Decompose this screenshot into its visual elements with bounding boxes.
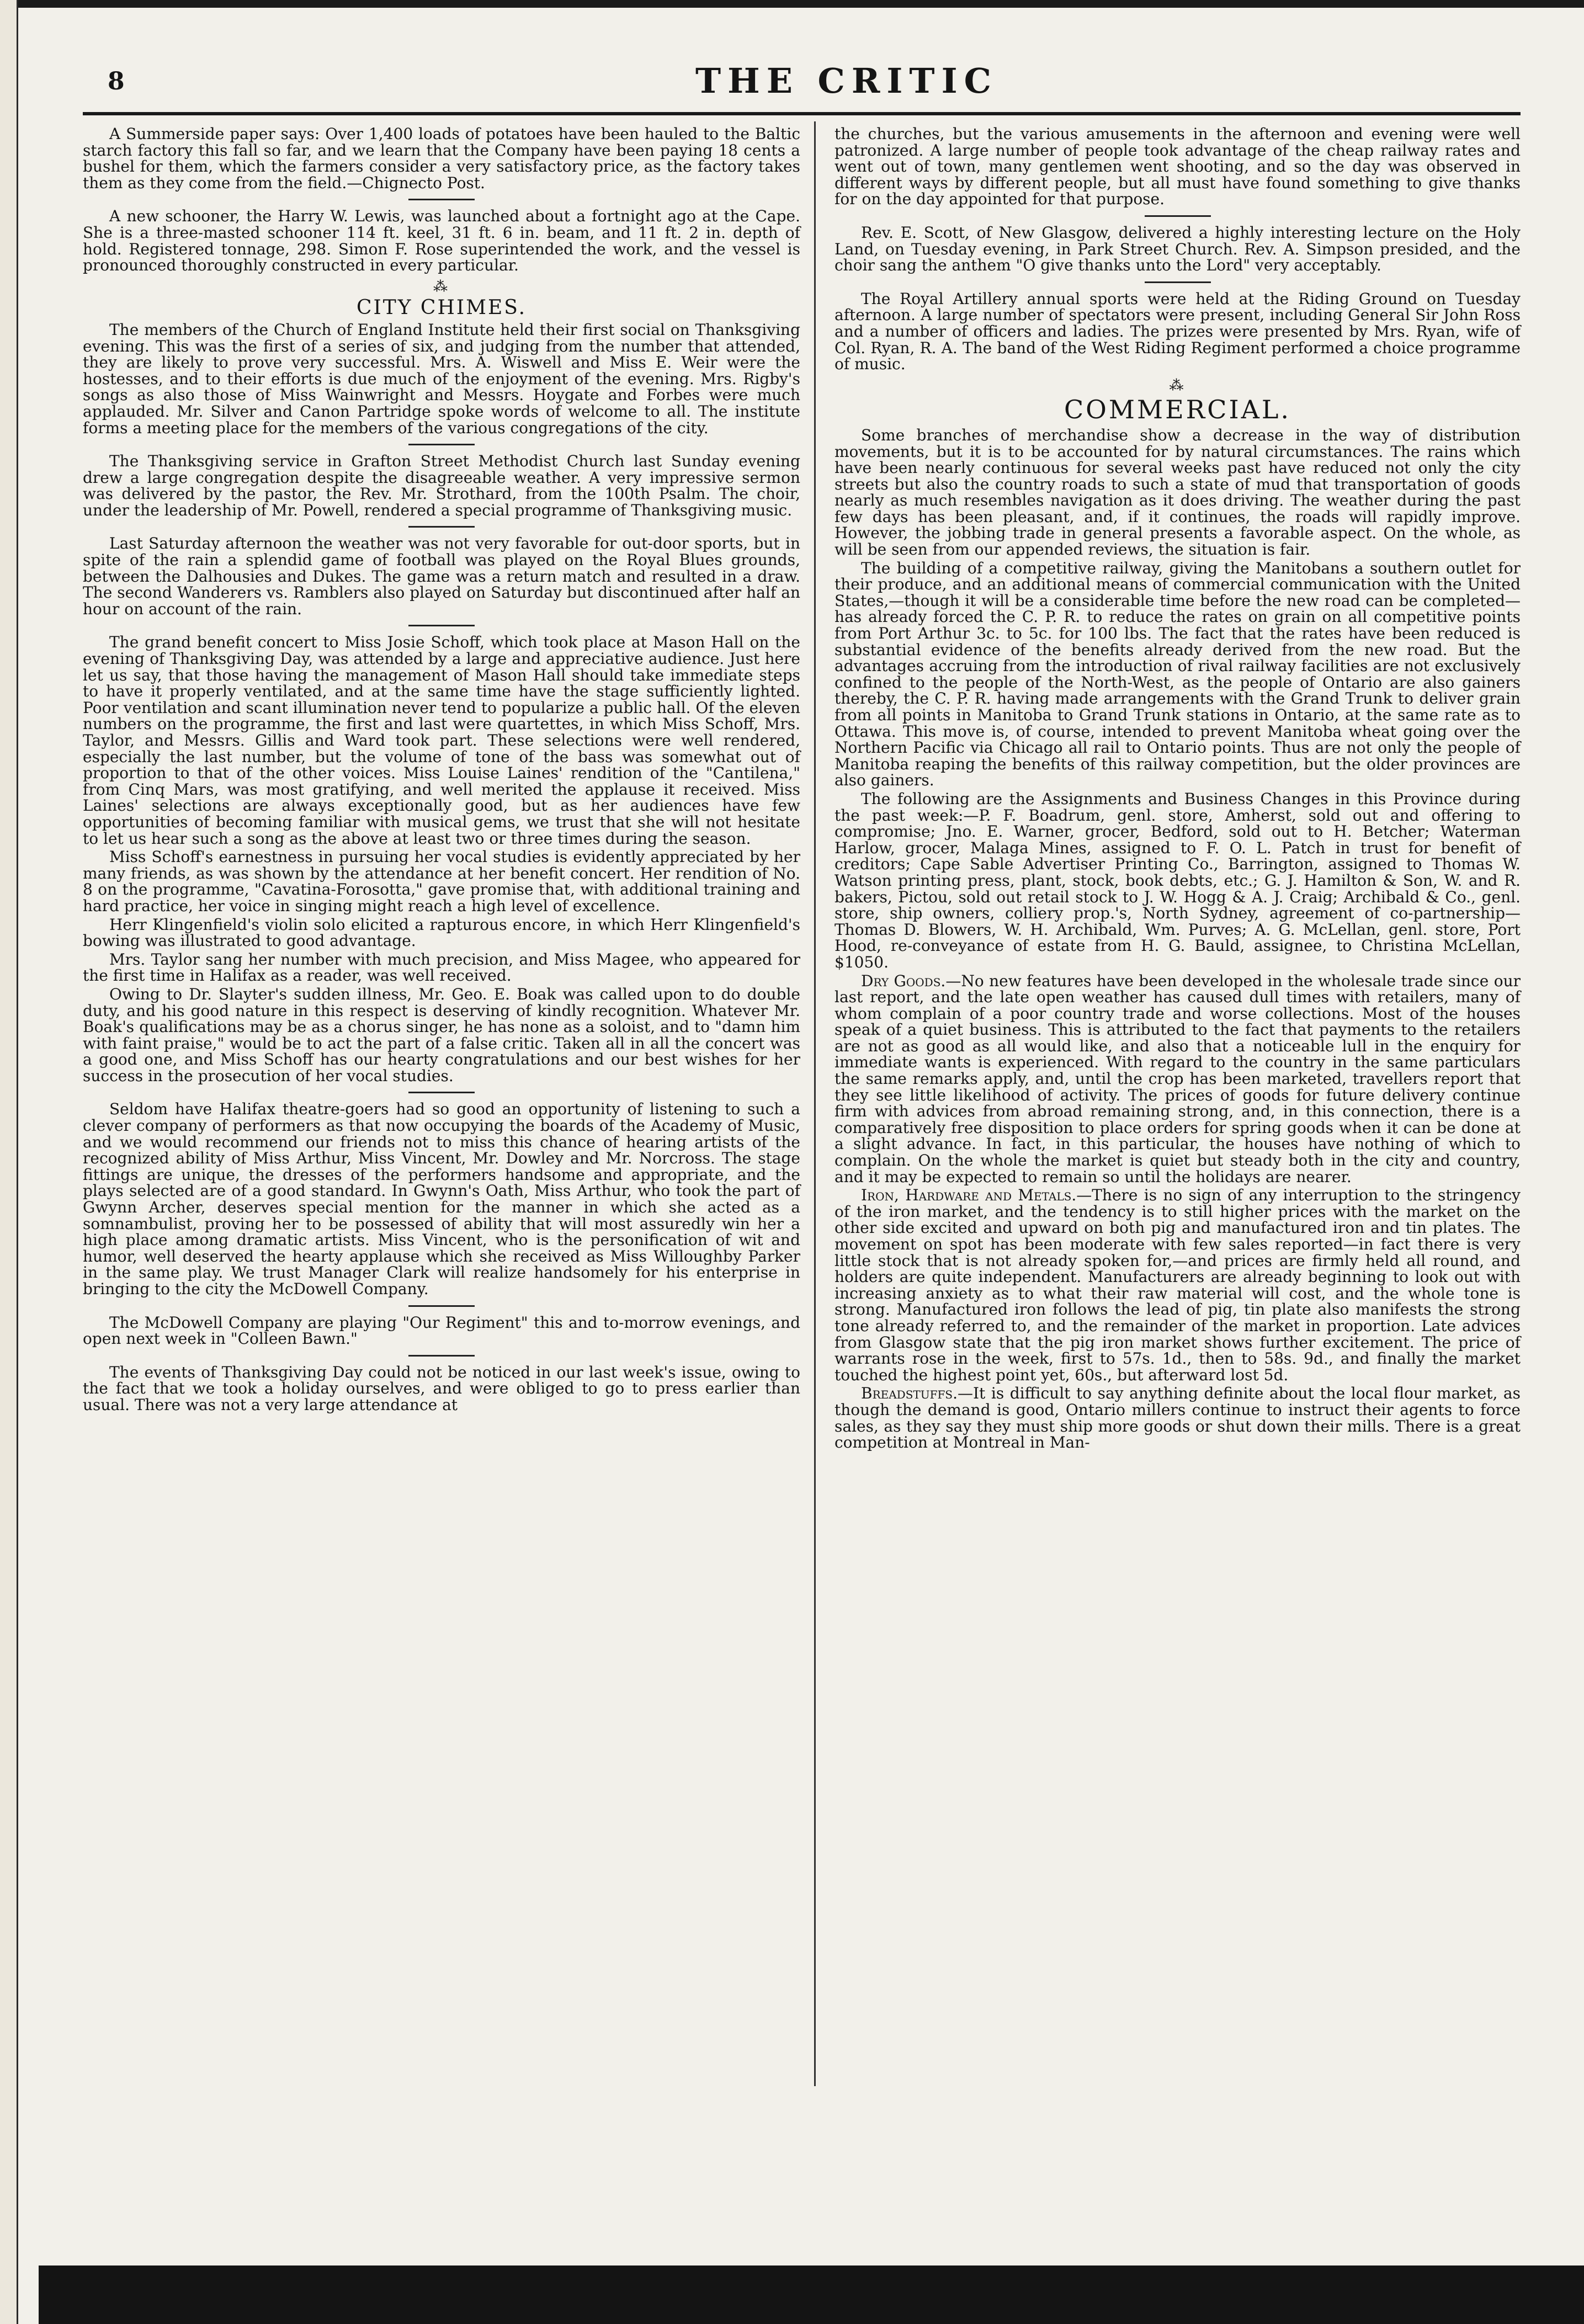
city-chimes-heading: CITY CHIMES. bbox=[356, 296, 527, 320]
short-rule bbox=[408, 199, 475, 200]
short-rule bbox=[408, 625, 475, 626]
column-divider bbox=[814, 121, 816, 2086]
iron-label: Iron, Hardware and Metals. bbox=[861, 1186, 1077, 1205]
section-ornament: ⁂ bbox=[433, 278, 450, 295]
breadstuffs-text: —It is difficult to say anything definite about the local flour market, as though the demand is good, Ontario millers continue to instruct their agents to force sales, as they say they must ship more goods or shut down their mills. There is a great competition at Montreal in Man- bbox=[834, 1384, 1521, 1452]
commercial-overview: Some branches of merchandise show a decrease in the way of distribution movements, but it is to be accounted for by natural circumstances. The rains which have been nearly continuous for several weeks past have reduced not only the city streets but also the country roads to such a state of mud that transportation of goods nearly as much resembles navigation as it does driving. The weather during the past few days has been pleasant, and, if it continues, the roads will rapidly improve. However, the jobbing trade in general presents a favorable aspect. On the whole, as will be seen from our appended reviews, the situation is fair. bbox=[834, 426, 1521, 559]
commercial-iron bbox=[834, 1187, 1521, 1383]
section-ornament: ⁂ bbox=[1169, 377, 1186, 394]
article-benefit-concert: The grand benefit concert to Miss Josie Schoff, which took place at Mason Hall on the evening of Thanksgiving Day, was attended by a large and appreciative audience. Just here let us say, that those having the management of Mason Hall should take immediate steps to have it properly ventilated, and at the same time have the stage sufficiently lighted. Poor ventilation and scant illumination never tend to popularize a public hall. Of the eleven numbers on the programme, the first and last were quartettes, in which Miss Schoff, Mrs. Taylor, and Messrs. Gillis and Ward took part. These selections were well rendered, especially the last number, but the volume of tone of the bass was somewhat out of proportion to that of the other voices. Miss Louise Laines' rendition of the "Cantilena," from Cinq Mars, was most gratifying, and well merited the applause it received. Miss Laines' selections are always exceptionally good, but as her audiences have few opportunities of becoming familiar with musical gems, we trust that she will not hesitate to let us hear such a song as the above at least two or three times during the season. bbox=[83, 633, 800, 848]
article-artillery-sports: The Royal Artillery annual sports were held at the Riding Ground on Tuesday afternoon. A large number of spectators were present, including General Sir John Ross and a number of officers and ladies. The prizes were presented by Mrs. Ryan, wife of Col. Ryan, R. A. The band of the West Riding Regiment performed a choice programme of music. bbox=[834, 289, 1521, 374]
commercial-assignments: The following are the Assignments and Business Changes in this Province during the past week:—P. F. Boadrum, genl. store, Amherst, sold out and offering to compromise; Jno. E. Warner, grocer, Bedford, sold out to H. Betcher; Waterman Harlow, grocer, Malaga Mines, assigned to F. O. L. Patch in trust for benefit of creditors; Cape Sable Advertiser Printing Co., Barrington, assigned to Thomas W. Watson printing press, plant, stock, book debts, etc.; G. J. Hamilton & Son, W. and R. bakers, Pictou, sold out retail stock to J. W. Hogg & A. J. Craig; Archibald & Co., genl. store, ship owners, colliery prop.'s, North Sydney, agreement of co-partnership—Thomas D. Blowers, W. H. Archibald, Wm. Purves; A. G. McLellan, genl. store, Port Hood, re-conveyance of estate from H. G. Bauld, assignee, to Christina McLellan, $1050. bbox=[834, 789, 1521, 971]
binding-edge bbox=[0, 0, 18, 2324]
masthead-title: THE CRITIC bbox=[695, 61, 998, 101]
short-rule bbox=[408, 526, 475, 528]
short-rule bbox=[1145, 281, 1211, 283]
article-theatre: Seldom have Halifax theatre-goers had so good an opportunity of listening to such a clever company of performers as that now occupying the boards of the Academy of Music, and we would recommend our friends not to miss this chance of hearing artists of the recognized ability of Miss Arthur, Miss Vincent, Mr. Dowley and Mr. Norcross. The stage fittings are unique, the dresses of the performers handsome and appropriate, and the plays selected are of a good standard. In Gwynn's Oath, Miss Arthur, who took the part of Gwynn Archer, deserves special mention for the manner in which she acted as a somnambulist, proving her to be possessed of ability that will most assuredly win her a high place among dramatic artists. Miss Vincent, who is the personification of wit and humor, well deserved the hearty applause which she received as Miss Willoughby Parker in the same play. We trust Manager Clark will realize handsomely for his enterprise in bringing to the city the McDowell Company. bbox=[83, 1100, 800, 1298]
bottom-scan-border bbox=[39, 2265, 1584, 2324]
header-rule bbox=[83, 112, 1521, 115]
short-rule bbox=[1145, 215, 1211, 217]
breadstuffs-label: Breadstuffs. bbox=[861, 1384, 958, 1403]
commercial-breadstuffs bbox=[834, 1385, 1521, 1450]
commercial-railway: The building of a competitive railway, giving the Manitobans a southern outlet for their produce, and an additional means of commercial communication with the United States,—though it will be a considerable time before the new road can be completed—has already forced the C. P. R. to reduce the rates on grain on all competitive points from Port Arthur 3c. to 5c. for 100 lbs. The fact that the rates have been reduced is substantial evidence of the benefits already derived from the new road. But the advantages accruing from the introduction of rival railway facilities are not exclusively confined to the people of the North-West, as the people of Ontario are also gainers thereby, the C. P. R. having made arrangements with the Grand Trunk to deliver grain from all points in Manitoba to Grand Trunk stations in Ontario, at the same rate as to Ottawa. This move is, of course, intended to prevent Manitoba wheat going over the Northern Pacific via Chicago all rail to Ontario points. Thus are not only the people of Manitoba reaping the benefits of this railway competition, but the older provinces are also gainers. bbox=[834, 559, 1521, 790]
short-rule bbox=[408, 1305, 475, 1307]
commercial-dry-goods bbox=[834, 973, 1521, 1185]
article-institute-social: The members of the Church of England Institute held their first social on Thanksgiving evening. This was the first of a series of six, and judging from the number that attended, they are likely to prove very successful. Mrs. A. Wiswell and Miss E. Weir were the hostesses, and to their efforts is due much of the enjoyment of the evening. Mrs. Rigby's songs as also those of Miss Wainwright and Messrs. Hoygate and Forbes were much applauded. Mr. Silver and Canon Partridge spoke words of welcome to all. The institute forms a meeting place for the members of the various congregations of the city. bbox=[83, 320, 800, 437]
article-taylor-magee: Mrs. Taylor sang her number with much precision, and Miss Magee, who appeared for the first time in Halifax as a reader, was well received. bbox=[83, 950, 800, 985]
article-violin-solo: Herr Klingenfield's violin solo elicited a rapturous encore, in which Herr Klingenfield's bowing was illustrated to good advantage. bbox=[83, 915, 800, 950]
article-lecture: Rev. E. Scott, of New Glasgow, delivered a highly interesting lecture on the Holy Land, on Tuesday evening, in Park Street Church. Rev. A. Simpson presided, and the choir sang the anthem "O give thanks unto the Lord" very acceptably. bbox=[834, 223, 1521, 275]
article-thanksgiving-continued: the churches, but the various amusements in the afternoon and evening were well patronized. A large number of people took advantage of the cheap railway rates and went out of town, many gentlemen went shooting, and so the day was observed in different ways by different people, but all must have found something to give thanks for on the day appointed for that purpose. bbox=[834, 125, 1521, 209]
iron-text: —There is no sign of any interruption to the stringency of the iron market, and the tendency is to still higher prices with the market on the other side excited and upward on both pig and manufactured iron and tin plates. The movement on spot has been moderate with few sales reported—in fact there is very little stock that is not already spoken for,—and prices are firmly held all round, and holders are quite independent. Manufacturers are already beginning to look out with increasing anxiety as to what their raw material will cost, and the whole tone is strong. Manufactured iron follows the lead of pig, tin plate also manifests the strong tone already referred to, and the remainder of the market in proportion. Late advices from Glasgow state that the pig iron market shows further excitement. The price of warrants rose in the week, first to 57s. 1d., then to 58s. 9d., and finally the market touched the highest point yet, 60s., but afterward lost 5d. bbox=[834, 1186, 1521, 1384]
article-thanksgiving-events: The events of Thanksgiving Day could not be noticed in our last week's issue, owing to the fact that we took a holiday ourselves, and were obliged to go to press earlier than usual. There was not a very large attendance at bbox=[83, 1363, 800, 1414]
article-thanksgiving-service: The Thanksgiving service in Grafton Street Methodist Church last Sunday evening drew a large congregation despite the disagreeable weather. A very impressive sermon was delivered by the pastor, the Rev. Mr. Strothard, from the 100th Psalm. The choir, under the leadership of Mr. Powell, rendered a special programme of Thanksgiving music. bbox=[83, 452, 800, 519]
article-football: Last Saturday afternoon the weather was not very favorable for out-door sports, but in spite of the rain a splendid game of football was played on the Royal Blues grounds, between the Dalhousies and Dukes. The game was a return match and resulted in a draw. The second Wanderers vs. Ramblers also played on Saturday but discontinued after half an hour on account of the rain. bbox=[83, 534, 800, 618]
article-mcdowell: The McDowell Company are playing "Our Regiment" this and to-morrow evenings, and open next week in "Colleen Bawn." bbox=[83, 1313, 800, 1348]
top-border bbox=[0, 0, 1584, 8]
article-schoff-studies: Miss Schoff's earnestness in pursuing her vocal studies is evidently appreciated by her many friends, as was shown by the attendance at her benefit concert. Her rendition of No. 8 on the programme, "Cavatina-Forosotta," gave promise that, with additional training and hard practice, her voice in singing might reach a high level of excellence. bbox=[83, 848, 800, 915]
article-schooner: A new schooner, the Harry W. Lewis, was launched about a fortnight ago at the Cape. She is a three-masted schooner 114 ft. keel, 31 ft. 6 in. beam, and 11 ft. 2 in. depth of hold. Registered tonnage, 298. Simon F. Rose superintended the work, and the vessel is pronounced thoroughly constructed in every particular. bbox=[83, 207, 800, 275]
article-potatoes: A Summerside paper says: Over 1,400 loads of potatoes have been hauled to the Baltic starch factory this fall so far, and we learn that the Company have been paying 18 cents a bushel for them, which the farmers consider a very satisfactory price, as the factory takes them as they come from the field.—Chignecto Post. bbox=[83, 125, 800, 192]
article-boak: Owing to Dr. Slayter's sudden illness, Mr. Geo. E. Boak was called upon to do double duty, and his good nature in this respect is deserving of kindly recognition. Whatever Mr. Boak's qualifications may be as a chorus singer, he has none as a soloist, and to "damn him with faint praise," would be to act the part of a false critic. Taken all in all the concert was a good one, and Miss Schoff has our hearty congratulations and our best wishes for her success in the prosecution of her vocal studies. bbox=[83, 985, 800, 1085]
right-column bbox=[834, 126, 1521, 1451]
left-column bbox=[83, 126, 800, 1413]
short-rule bbox=[408, 444, 475, 445]
dry-goods-label: Dry Goods. bbox=[861, 971, 946, 990]
commercial-heading: COMMERCIAL. bbox=[1064, 395, 1291, 425]
page-number: 8 bbox=[108, 67, 125, 95]
short-rule bbox=[408, 1092, 475, 1093]
dry-goods-text: —No new features have been developed in the wholesale trade since our last report, and the late open weather has caused dull times with retailers, many of whom complain of a poor country trade and worse collections. Most of the houses speak of a quiet business. This is attributed to the fact that payments to the retailers are not as good as all would like, and also that a noticeable lull in the enquiry for immediate wants is experienced. With regard to the country in the same particulars the same remarks apply, and, until the crop has been marketed, travellers report that they see little likelihood of activity. The prices of goods for future delivery continue firm with advices from abroad remaining strong, and, in this connection, there is a comparatively free disposition to place orders for spring goods when it can be done at a slight advance. In fact, in this particular, the houses have nothing of which to complain. On the whole the market is quiet but steady both in the city and country, and it may be expected to remain so until the holidays are nearer. bbox=[834, 971, 1521, 1186]
short-rule bbox=[408, 1355, 475, 1357]
